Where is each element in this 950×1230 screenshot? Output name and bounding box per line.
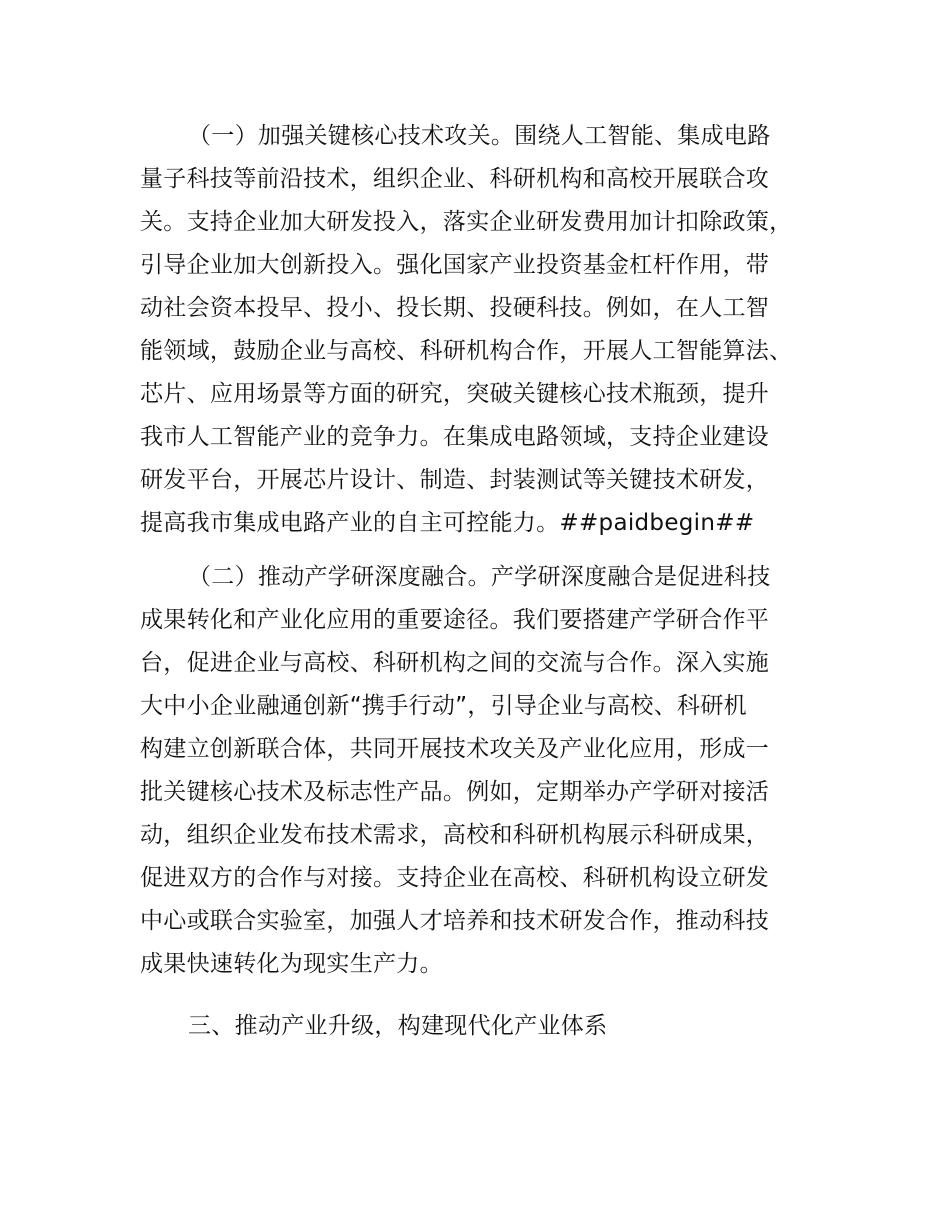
paragraph-line: 台，促进企业与高校、科研机构之间的交流与合作。深入实施	[140, 650, 770, 676]
paragraph-line: 关。支持企业加大研发投入，落实企业研发费用加计扣除政策，	[140, 209, 793, 235]
paragraph-line: 中心或联合实验室，加强人才培养和技术研发合作，推动科技	[140, 908, 770, 934]
paragraph-line: （一）加强关键核心技术攻关。围绕人工智能、集成电路	[188, 123, 771, 149]
paragraph-line: 量子科技等前沿技术，组织企业、科研机构和高校开展联合攻	[140, 166, 770, 192]
paragraph-line: （二）推动产学研深度融合。产学研深度融合是促进科技	[188, 564, 771, 590]
paragraph-line: 提高我市集成电路产业的自主可控能力。##paidbegin##	[140, 510, 755, 536]
section-heading-line: 三、推动产业升级，构建现代化产业体系	[188, 1013, 608, 1039]
paragraph-industry-academia	[140, 556, 840, 986]
paragraph-line: 促进双方的合作与对接。支持企业在高校、科研机构设立研发	[140, 865, 770, 891]
paragraph-line: 我市人工智能产业的竞争力。在集成电路领域，支持企业建设	[140, 424, 770, 450]
paragraph-line: 批关键核心技术及标志性产品。例如，定期举办产学研对接活	[140, 779, 770, 805]
paragraph-line: 动社会资本投早、投小、投长期、投硬科技。例如，在人工智	[140, 295, 770, 321]
paragraph-line: 芯片、应用场景等方面的研究，突破关键核心技术瓶颈，提升	[140, 381, 770, 407]
paragraph-line: 大中小企业融通创新“携手行动”，引导企业与高校、科研机	[140, 693, 747, 719]
paragraph-line: 能领域，鼓励企业与高校、科研机构合作，开展人工智能算法、	[140, 338, 793, 364]
paragraph-line: 动，组织企业发布技术需求，高校和科研机构展示科研成果，	[140, 822, 770, 848]
paragraph-line: 成果快速转化为现实生产力。	[140, 951, 443, 977]
paragraph-line: 引导企业加大创新投入。强化国家产业投资基金杠杆作用，带	[140, 252, 770, 278]
paragraph-core-technology	[140, 115, 840, 545]
paragraph-line: 构建立创新联合体，共同开展技术攻关及产业化应用，形成一	[140, 736, 770, 762]
section-heading-industry-upgrade	[140, 1005, 840, 1048]
paragraph-line: 研发平台，开展芯片设计、制造、封装测试等关键技术研发，	[140, 467, 770, 493]
paragraph-line: 成果转化和产业化应用的重要途径。我们要搭建产学研合作平	[140, 607, 770, 633]
